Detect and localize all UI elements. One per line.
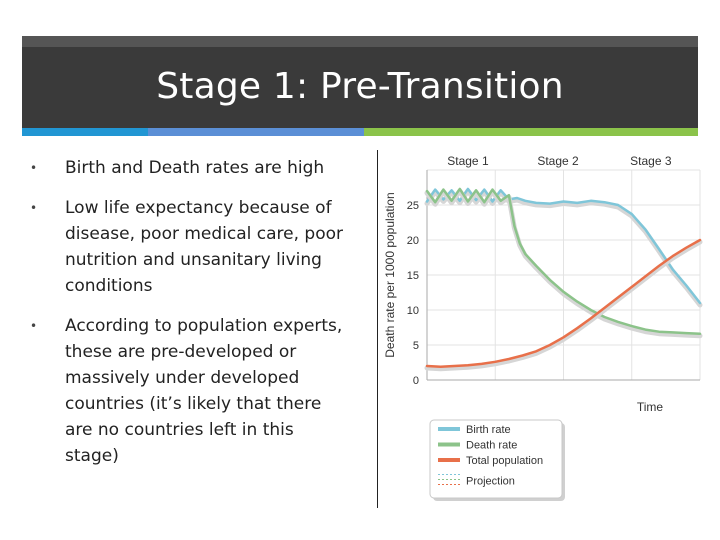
- y-tick-label: 0: [412, 375, 419, 387]
- y-tick-label: 20: [406, 235, 419, 247]
- bullet-text: Low life expectancy because of disease, poor medical care, poor nutrition and unsanitary living conditions: [65, 198, 344, 296]
- accent-stripe-mid: [148, 128, 364, 136]
- bullet-item: [30, 155, 350, 181]
- title-bar: [22, 36, 698, 128]
- legend-label: Death rate: [466, 439, 518, 452]
- y-tick-label: 25: [406, 200, 419, 212]
- accent-stripe-green: [364, 128, 698, 136]
- bullet-item: [30, 313, 350, 469]
- y-axis-label: Death rate per 1000 population: [383, 192, 397, 358]
- bullet-list: [30, 155, 350, 483]
- y-tick-label: 15: [406, 270, 419, 282]
- y-tick-label: 5: [412, 340, 419, 352]
- legend-label: Total population: [466, 455, 544, 467]
- accent-stripe-blue: [22, 128, 148, 136]
- stage-label: Stage 2: [537, 154, 579, 168]
- slide-title: Stage 1: Pre-Transition: [156, 66, 564, 107]
- bullet-text: Birth and Death rates are high: [65, 158, 325, 178]
- legend-label: Birth rate: [466, 424, 511, 436]
- vertical-divider: [377, 150, 378, 508]
- bullet-marker: •: [30, 319, 38, 333]
- title-top-stripe: [22, 36, 698, 47]
- legend-label: Projection: [466, 475, 515, 488]
- y-tick-label: 10: [406, 305, 419, 317]
- stage-label: Stage 1: [447, 154, 489, 168]
- bullet-marker: •: [30, 201, 38, 215]
- bullet-marker: •: [30, 161, 38, 175]
- bullet-item: [30, 195, 350, 299]
- x-axis-label: Time: [636, 400, 664, 414]
- bullet-text: According to population experts, these are pre-developed or massively under developed countries (it’s likely that there are no countries left in this stage): [65, 316, 343, 466]
- stage-label: Stage 3: [630, 154, 672, 168]
- demographic-transition-chart: [380, 150, 705, 510]
